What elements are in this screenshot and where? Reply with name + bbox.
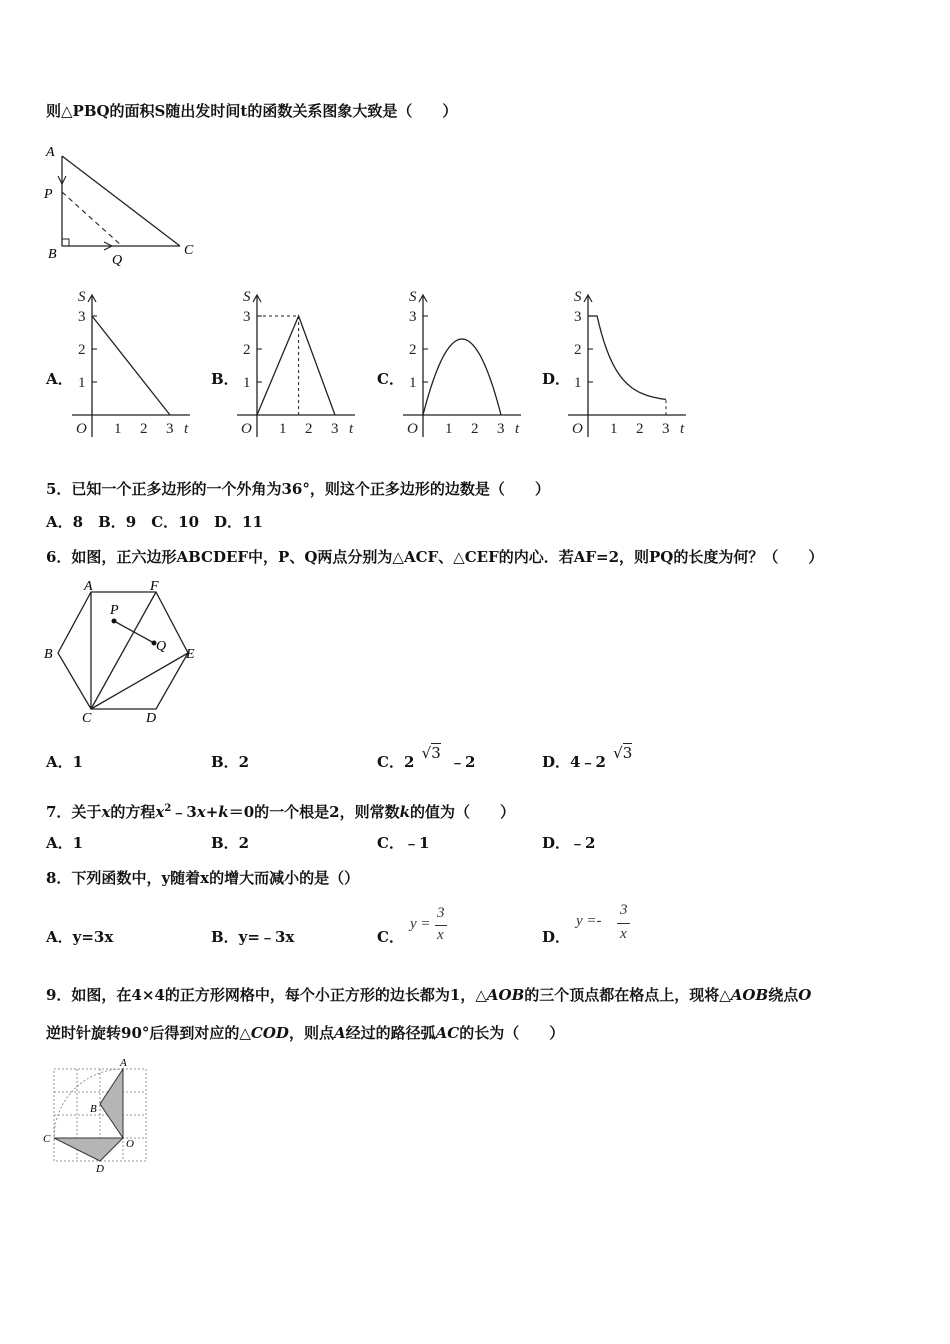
x-tick-label: 2 <box>140 421 148 437</box>
q9-grid-figure <box>40 1055 155 1175</box>
x-axis-label: t <box>184 421 189 437</box>
q6-option-c-radicand: 3 <box>431 744 441 762</box>
origin-label: O <box>241 421 252 437</box>
y-tick-label: 3 <box>78 309 86 325</box>
q8-option-b: B．y=﹣3x <box>211 928 295 946</box>
q8-option-c: C． <box>377 928 404 946</box>
q7-eq-exp: 2 <box>164 803 172 814</box>
q8-option-d-num: 3 <box>620 902 628 918</box>
x-tick-label: 1 <box>114 421 122 437</box>
q7-k2: k <box>399 803 410 821</box>
q6-label-p: P <box>110 603 119 618</box>
q6-label-c: C <box>82 711 92 726</box>
q9-label-a: A <box>120 1057 127 1069</box>
q4-graph-d <box>566 288 696 443</box>
q6-option-b: B．2 <box>211 753 250 771</box>
q4-stem: 则△PBQ的面积S随出发时间t的函数关系图象大致是（ ） <box>46 102 458 120</box>
y-tick-label: 1 <box>574 375 582 391</box>
q4-label-b: B <box>48 247 57 262</box>
y-tick-label: 3 <box>574 309 582 325</box>
x-axis-label: t <box>349 421 354 437</box>
x-tick-label: 2 <box>471 421 479 437</box>
q8-option-a: A．y=3x <box>46 928 114 946</box>
q9-line2-mid: ，则点 <box>288 1024 334 1042</box>
graph-line <box>92 316 170 415</box>
q7-option-b: B．2 <box>211 834 250 852</box>
y-axis-label: S <box>574 289 582 305</box>
q6-option-d <box>542 744 633 772</box>
x-tick-label: 1 <box>279 421 287 437</box>
q9-line2 <box>46 1023 564 1043</box>
x-tick-label: 3 <box>331 421 339 437</box>
y-tick-label: 1 <box>243 375 251 391</box>
q7-eq-minus3: ﹣3 <box>171 803 197 821</box>
q9-ac: AC <box>435 1024 460 1042</box>
q8-option-d-fraction-bar <box>617 923 630 924</box>
origin-label: O <box>572 421 583 437</box>
q9-line1-prefix: 9．如图，在4×4的正方形网格中，每个小正方形的边长都为1，△ <box>46 986 487 1004</box>
q9-line1-mid: 的三个顶点都在格点上，现将△ <box>524 986 731 1004</box>
y-tick-label: 2 <box>574 342 582 358</box>
q8-option-d-lhs: y =- <box>576 913 602 929</box>
q4-option-d-label: D． <box>542 370 571 388</box>
origin-label: O <box>76 421 87 437</box>
q7-eq-plus: + <box>205 803 219 821</box>
q7-stem <box>46 799 515 822</box>
q7-prefix: 7．关于 <box>46 803 102 821</box>
q6-stem: 6．如图，正六边形ABCDEF中，P、Q两点分别为△ACF、△CEF的内心．若AF=2，则PQ的长度为何？（ ） <box>46 548 824 566</box>
q8-option-c-den: x <box>437 927 444 943</box>
q6-label-b: B <box>44 647 53 662</box>
q6-label-a: A <box>84 579 93 594</box>
x-tick-label: 3 <box>166 421 174 437</box>
q8-option-d-den: x <box>620 926 627 942</box>
q9-line1-end: 绕点 <box>768 986 799 1004</box>
x-axis-label: t <box>680 421 685 437</box>
q6-label-e: E <box>186 647 195 662</box>
q8-option-c-num: 3 <box>437 905 445 921</box>
x-tick-label: 3 <box>497 421 505 437</box>
x-axis-label: t <box>515 421 520 437</box>
q6-option-d-sqrt: √3 <box>613 744 633 762</box>
q7-eq-k: k <box>218 803 229 821</box>
q6-hexagon-figure <box>40 578 210 728</box>
graph-line <box>257 316 335 415</box>
x-tick-label: 1 <box>445 421 453 437</box>
q8-option-c-fraction-bar <box>435 925 447 926</box>
x-tick-label: 1 <box>610 421 618 437</box>
q9-aob2: AOB <box>730 986 769 1004</box>
q4-triangle-figure <box>40 140 210 270</box>
q6-option-c <box>377 744 476 772</box>
q8-option-c-lhs: y = <box>410 916 431 932</box>
y-axis-label: S <box>409 289 417 305</box>
y-tick-label: 2 <box>243 342 251 358</box>
q7-eq-x2: x <box>196 803 206 821</box>
q4-label-a: A <box>46 145 55 160</box>
q9-o: O <box>798 986 812 1004</box>
q9-cod: COD <box>250 1024 289 1042</box>
y-tick-label: 2 <box>78 342 86 358</box>
q5-options: A．8 B．9 C．10 D．11 <box>46 513 263 531</box>
q4-option-b-label: B． <box>211 370 239 388</box>
q6-option-d-label: D．4﹣2 <box>542 753 606 771</box>
q7-tail: 的值为（ ） <box>410 803 516 821</box>
q9-line1 <box>46 985 811 1005</box>
y-tick-label: 1 <box>78 375 86 391</box>
q8-option-d: D． <box>542 928 571 946</box>
q4-graph-a <box>70 288 200 443</box>
q6-option-c-sqrt: √3 <box>421 744 441 762</box>
q9-label-b: B <box>90 1103 97 1115</box>
q7-option-d: D．﹣2 <box>542 834 596 852</box>
q6-option-d-radicand: 3 <box>622 744 633 762</box>
q6-label-q: Q <box>156 639 167 654</box>
y-tick-label: 2 <box>409 342 417 358</box>
q7-eq-x: x <box>155 803 165 821</box>
q7-option-c: C．﹣1 <box>377 834 430 852</box>
q6-label-f: F <box>150 579 159 594</box>
q9-label-d: D <box>96 1163 104 1175</box>
graph-curve <box>423 339 501 415</box>
x-tick-label: 3 <box>662 421 670 437</box>
x-tick-label: 2 <box>636 421 644 437</box>
q4-label-c: C <box>184 243 194 258</box>
q9-label-c: C <box>43 1133 51 1145</box>
graph-curve <box>588 316 666 399</box>
q9-a: A <box>333 1024 346 1042</box>
y-tick-label: 3 <box>409 309 417 325</box>
q7-eq-rest: ＝0的一个根是2，则常数 <box>228 803 400 821</box>
q6-option-a: A．1 <box>46 753 84 771</box>
q9-line2-end: 的长为（ ） <box>459 1024 565 1042</box>
q9-line2-mid2: 经过的路径弧 <box>345 1024 436 1042</box>
y-tick-label: 3 <box>243 309 251 325</box>
x-tick-label: 2 <box>305 421 313 437</box>
q9-aob: AOB <box>486 986 525 1004</box>
y-axis-label: S <box>243 289 251 305</box>
q4-option-c-label: C． <box>377 370 404 388</box>
q8-stem: 8．下列函数中，y随着x的增大而减小的是（） <box>46 869 360 887</box>
q7-var-x: x <box>101 803 111 821</box>
q4-option-a-label: A． <box>46 370 73 388</box>
q4-graph-b <box>235 288 365 443</box>
y-tick-label: 1 <box>409 375 417 391</box>
q4-label-p: P <box>44 187 53 202</box>
q9-label-o: O <box>126 1138 134 1150</box>
origin-label: O <box>407 421 418 437</box>
q6-option-c-tail: ﹣2 <box>449 753 476 771</box>
q4-label-q: Q <box>112 253 123 268</box>
q6-option-c-label: C．2 <box>377 753 415 771</box>
q9-line2-prefix: 逆时针旋转90°后得到对应的△ <box>46 1024 251 1042</box>
q6-label-d: D <box>146 711 157 726</box>
q7-mid: 的方程 <box>110 803 156 821</box>
q5-stem: 5．已知一个正多边形的一个外角为36°，则这个正多边形的边数是（ ） <box>46 480 550 498</box>
y-axis-label: S <box>78 289 86 305</box>
q4-graph-c <box>401 288 531 443</box>
q7-option-a: A．1 <box>46 834 84 852</box>
